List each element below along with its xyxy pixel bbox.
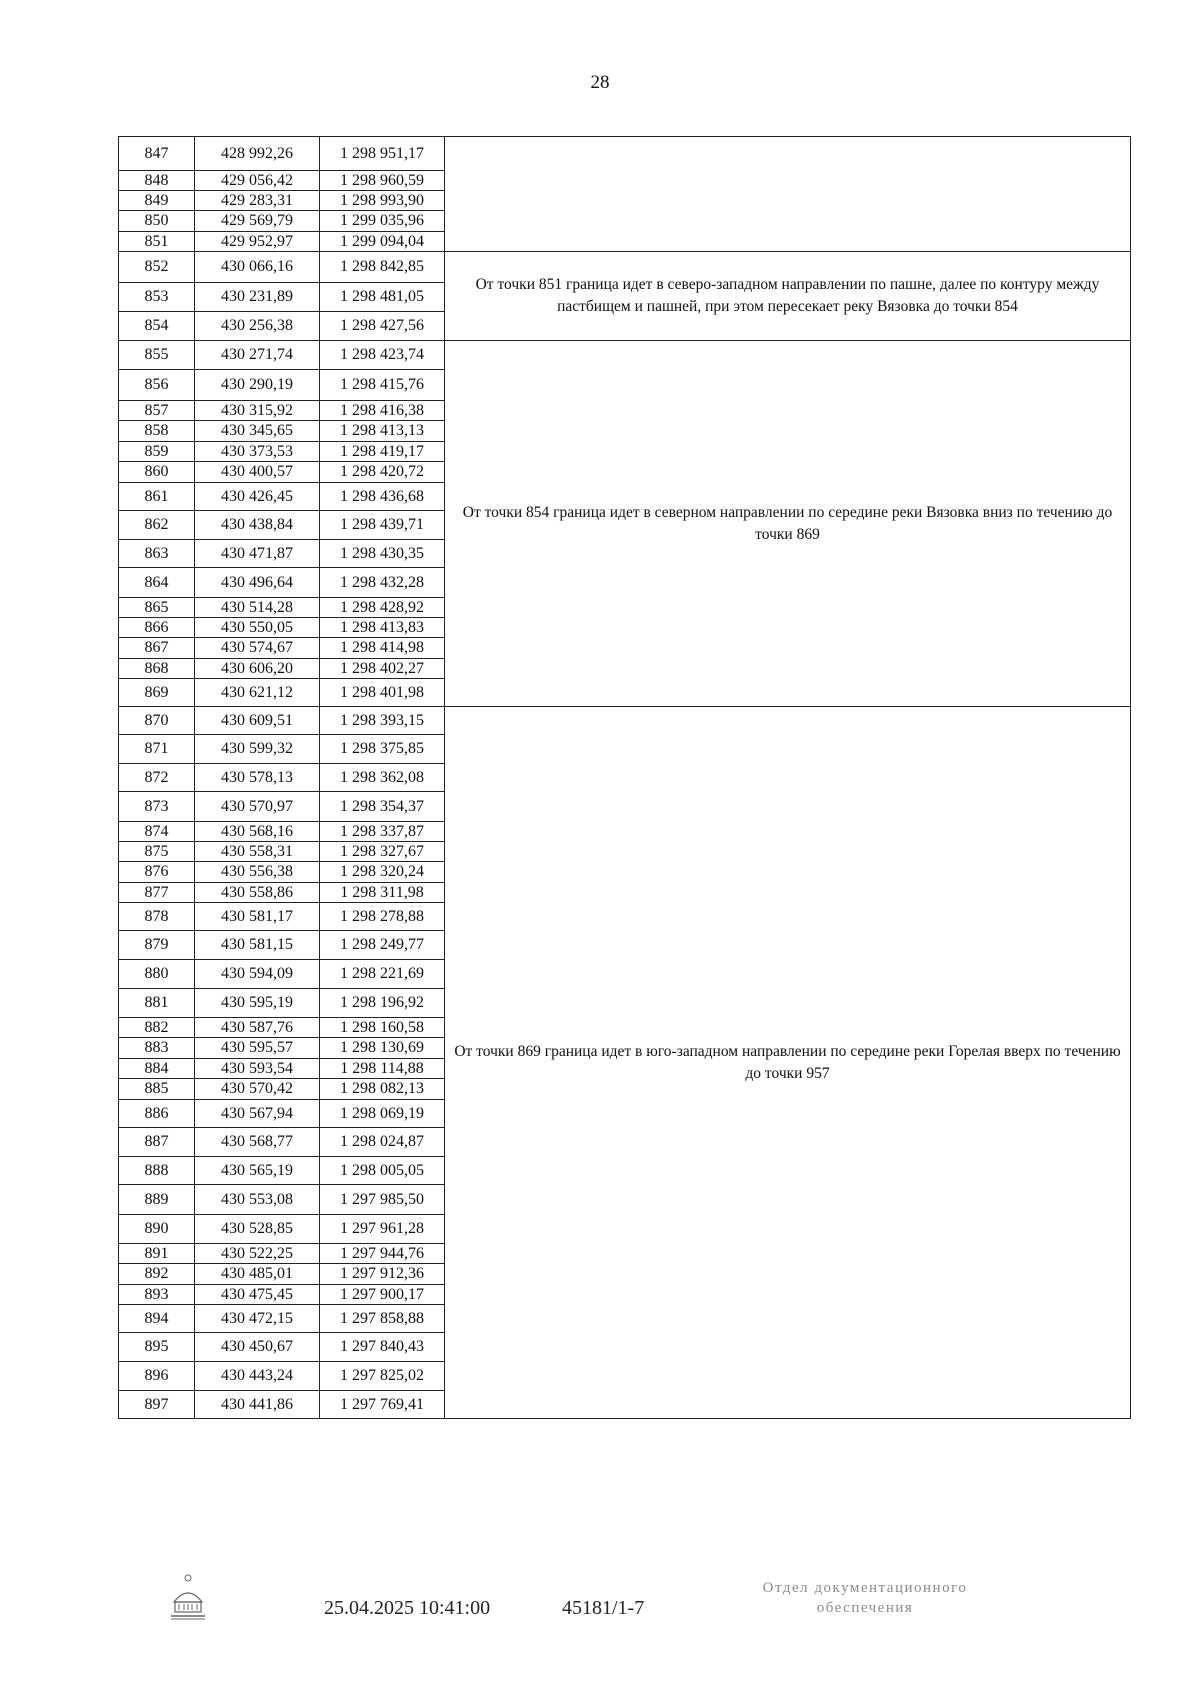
page-number: 28 (590, 72, 610, 93)
x-coordinate-cell: 430 438,84 (195, 511, 320, 540)
x-coordinate-cell: 430 066,16 (195, 252, 320, 283)
table-row (119, 137, 1131, 171)
x-coordinate-cell: 430 373,53 (195, 442, 320, 462)
emblem-logo (166, 1572, 210, 1622)
point-number-cell: 888 (119, 1157, 195, 1185)
point-number-cell: 890 (119, 1215, 195, 1244)
point-number-cell: 848 (119, 171, 195, 191)
x-coordinate-cell: 430 558,86 (195, 883, 320, 903)
y-coordinate-cell: 1 297 985,50 (320, 1185, 445, 1215)
point-number-cell: 870 (119, 707, 195, 735)
x-coordinate-cell: 430 443,24 (195, 1362, 320, 1391)
point-number-cell: 866 (119, 618, 195, 638)
point-number-cell: 877 (119, 883, 195, 903)
x-coordinate-cell: 430 472,15 (195, 1305, 320, 1333)
x-coordinate-cell: 430 567,94 (195, 1100, 320, 1128)
coordinates-table (118, 136, 1131, 1419)
y-coordinate-cell: 1 298 432,28 (320, 568, 445, 598)
x-coordinate-cell: 430 565,19 (195, 1157, 320, 1185)
y-coordinate-cell: 1 298 413,13 (320, 421, 445, 442)
y-coordinate-cell: 1 298 362,08 (320, 764, 445, 792)
y-coordinate-cell: 1 297 912,36 (320, 1264, 445, 1285)
point-number-cell: 875 (119, 842, 195, 862)
point-number-cell: 886 (119, 1100, 195, 1128)
y-coordinate-cell: 1 298 337,87 (320, 822, 445, 842)
point-number-cell: 853 (119, 283, 195, 312)
point-number-cell: 868 (119, 659, 195, 679)
point-number-cell: 861 (119, 483, 195, 511)
y-coordinate-cell: 1 298 311,98 (320, 883, 445, 903)
x-coordinate-cell: 428 992,26 (195, 137, 320, 171)
point-number-cell: 889 (119, 1185, 195, 1215)
y-coordinate-cell: 1 298 842,85 (320, 252, 445, 283)
x-coordinate-cell: 430 400,57 (195, 462, 320, 483)
point-number-cell: 852 (119, 252, 195, 283)
point-number-cell: 855 (119, 341, 195, 370)
x-coordinate-cell: 430 568,77 (195, 1128, 320, 1157)
y-coordinate-cell: 1 298 082,13 (320, 1079, 445, 1100)
point-number-cell: 885 (119, 1079, 195, 1100)
department-stamp (700, 1578, 1030, 1618)
y-coordinate-cell: 1 298 430,35 (320, 540, 445, 568)
y-coordinate-cell: 1 297 825,02 (320, 1362, 445, 1391)
x-coordinate-cell: 430 568,16 (195, 822, 320, 842)
y-coordinate-cell: 1 298 249,77 (320, 931, 445, 960)
y-coordinate-cell: 1 298 427,56 (320, 312, 445, 341)
y-coordinate-cell: 1 297 961,28 (320, 1215, 445, 1244)
point-number-cell: 887 (119, 1128, 195, 1157)
point-number-cell: 873 (119, 792, 195, 822)
x-coordinate-cell: 430 290,19 (195, 370, 320, 401)
x-coordinate-cell: 430 345,65 (195, 421, 320, 442)
point-number-cell: 858 (119, 421, 195, 442)
x-coordinate-cell: 430 594,09 (195, 960, 320, 989)
x-coordinate-cell: 430 581,17 (195, 903, 320, 931)
y-coordinate-cell: 1 299 035,96 (320, 211, 445, 232)
point-number-cell: 847 (119, 137, 195, 171)
point-number-cell: 884 (119, 1059, 195, 1079)
point-number-cell: 850 (119, 211, 195, 232)
y-coordinate-cell: 1 298 420,72 (320, 462, 445, 483)
point-number-cell: 869 (119, 679, 195, 707)
point-number-cell: 854 (119, 312, 195, 341)
x-coordinate-cell: 430 256,38 (195, 312, 320, 341)
point-number-cell: 893 (119, 1285, 195, 1305)
y-coordinate-cell: 1 297 944,76 (320, 1244, 445, 1264)
x-coordinate-cell: 430 574,67 (195, 638, 320, 659)
y-coordinate-cell: 1 298 114,88 (320, 1059, 445, 1079)
y-coordinate-cell: 1 298 354,37 (320, 792, 445, 822)
y-coordinate-cell: 1 298 327,67 (320, 842, 445, 862)
point-number-cell: 897 (119, 1391, 195, 1419)
y-coordinate-cell: 1 298 416,38 (320, 401, 445, 421)
y-coordinate-cell: 1 298 401,98 (320, 679, 445, 707)
point-number-cell: 894 (119, 1305, 195, 1333)
point-number-cell: 864 (119, 568, 195, 598)
x-coordinate-cell: 430 609,51 (195, 707, 320, 735)
y-coordinate-cell: 1 298 423,74 (320, 341, 445, 370)
y-coordinate-cell: 1 298 428,92 (320, 598, 445, 618)
stamp-line-2: обеспечения (816, 1600, 914, 1616)
x-coordinate-cell: 429 283,31 (195, 191, 320, 211)
y-coordinate-cell: 1 298 413,83 (320, 618, 445, 638)
point-number-cell: 876 (119, 862, 195, 883)
x-coordinate-cell: 430 593,54 (195, 1059, 320, 1079)
y-coordinate-cell: 1 298 375,85 (320, 735, 445, 764)
point-number-cell: 882 (119, 1018, 195, 1038)
x-coordinate-cell: 430 553,08 (195, 1185, 320, 1215)
x-coordinate-cell: 430 606,20 (195, 659, 320, 679)
x-coordinate-cell: 430 550,05 (195, 618, 320, 638)
y-coordinate-cell: 1 298 439,71 (320, 511, 445, 540)
point-number-cell: 883 (119, 1038, 195, 1059)
point-number-cell: 859 (119, 442, 195, 462)
y-coordinate-cell: 1 298 320,24 (320, 862, 445, 883)
y-coordinate-cell: 1 297 769,41 (320, 1391, 445, 1419)
y-coordinate-cell: 1 298 393,15 (320, 707, 445, 735)
footer-datetime: 25.04.2025 10:41:00 (324, 1597, 491, 1619)
x-coordinate-cell: 429 056,42 (195, 171, 320, 191)
x-coordinate-cell: 430 271,74 (195, 341, 320, 370)
y-coordinate-cell: 1 297 900,17 (320, 1285, 445, 1305)
point-number-cell: 896 (119, 1362, 195, 1391)
x-coordinate-cell: 430 599,32 (195, 735, 320, 764)
y-coordinate-cell: 1 298 960,59 (320, 171, 445, 191)
x-coordinate-cell: 430 522,25 (195, 1244, 320, 1264)
point-number-cell: 857 (119, 401, 195, 421)
y-coordinate-cell: 1 299 094,04 (320, 232, 445, 252)
y-coordinate-cell: 1 298 951,17 (320, 137, 445, 171)
x-coordinate-cell: 430 315,92 (195, 401, 320, 421)
point-number-cell: 878 (119, 903, 195, 931)
x-coordinate-cell: 430 595,19 (195, 989, 320, 1018)
point-number-cell: 871 (119, 735, 195, 764)
x-coordinate-cell: 430 570,97 (195, 792, 320, 822)
table-row (119, 707, 1131, 735)
y-coordinate-cell: 1 298 415,76 (320, 370, 445, 401)
x-coordinate-cell: 430 475,45 (195, 1285, 320, 1305)
x-coordinate-cell: 430 471,87 (195, 540, 320, 568)
point-number-cell: 874 (119, 822, 195, 842)
x-coordinate-cell: 430 514,28 (195, 598, 320, 618)
stamp-line-1: Отдел документационного (762, 1580, 968, 1596)
point-number-cell: 895 (119, 1333, 195, 1362)
y-coordinate-cell: 1 298 160,58 (320, 1018, 445, 1038)
table-row (119, 341, 1131, 370)
point-number-cell: 872 (119, 764, 195, 792)
y-coordinate-cell: 1 298 130,69 (320, 1038, 445, 1059)
y-coordinate-cell: 1 298 481,05 (320, 283, 445, 312)
x-coordinate-cell: 430 485,01 (195, 1264, 320, 1285)
y-coordinate-cell: 1 298 024,87 (320, 1128, 445, 1157)
footer-doc-number: 45181/1-7 (562, 1597, 645, 1619)
x-coordinate-cell: 430 528,85 (195, 1215, 320, 1244)
y-coordinate-cell: 1 297 858,88 (320, 1305, 445, 1333)
y-coordinate-cell: 1 298 419,17 (320, 442, 445, 462)
table-row (119, 252, 1131, 283)
x-coordinate-cell: 430 556,38 (195, 862, 320, 883)
y-coordinate-cell: 1 297 840,43 (320, 1333, 445, 1362)
boundary-description-cell: От точки 851 граница идет в северо-западном направлении по пашне, далее по контуру между пастбищем и пашней, при этом пересекает реку Вязовка до точки 854 (445, 252, 1131, 341)
x-coordinate-cell: 430 450,67 (195, 1333, 320, 1362)
point-number-cell: 863 (119, 540, 195, 568)
y-coordinate-cell: 1 298 402,27 (320, 659, 445, 679)
y-coordinate-cell: 1 298 005,05 (320, 1157, 445, 1185)
y-coordinate-cell: 1 298 414,98 (320, 638, 445, 659)
boundary-description-cell: От точки 869 граница идет в юго-западном направлении по середине реки Горелая вверх по течению до точки 957 (445, 707, 1131, 1419)
y-coordinate-cell: 1 298 069,19 (320, 1100, 445, 1128)
x-coordinate-cell: 430 581,15 (195, 931, 320, 960)
x-coordinate-cell: 430 558,31 (195, 842, 320, 862)
x-coordinate-cell: 430 578,13 (195, 764, 320, 792)
y-coordinate-cell: 1 298 436,68 (320, 483, 445, 511)
point-number-cell: 860 (119, 462, 195, 483)
point-number-cell: 865 (119, 598, 195, 618)
point-number-cell: 892 (119, 1264, 195, 1285)
point-number-cell: 867 (119, 638, 195, 659)
x-coordinate-cell: 430 595,57 (195, 1038, 320, 1059)
y-coordinate-cell: 1 298 196,92 (320, 989, 445, 1018)
point-number-cell: 862 (119, 511, 195, 540)
y-coordinate-cell: 1 298 993,90 (320, 191, 445, 211)
point-number-cell: 856 (119, 370, 195, 401)
x-coordinate-cell: 430 621,12 (195, 679, 320, 707)
point-number-cell: 849 (119, 191, 195, 211)
x-coordinate-cell: 430 587,76 (195, 1018, 320, 1038)
point-number-cell: 879 (119, 931, 195, 960)
x-coordinate-cell: 430 496,64 (195, 568, 320, 598)
y-coordinate-cell: 1 298 221,69 (320, 960, 445, 989)
x-coordinate-cell: 430 231,89 (195, 283, 320, 312)
x-coordinate-cell: 429 952,97 (195, 232, 320, 252)
boundary-description-cell (445, 137, 1131, 252)
x-coordinate-cell: 430 426,45 (195, 483, 320, 511)
x-coordinate-cell: 430 570,42 (195, 1079, 320, 1100)
y-coordinate-cell: 1 298 278,88 (320, 903, 445, 931)
x-coordinate-cell: 430 441,86 (195, 1391, 320, 1419)
point-number-cell: 851 (119, 232, 195, 252)
point-number-cell: 891 (119, 1244, 195, 1264)
x-coordinate-cell: 429 569,79 (195, 211, 320, 232)
point-number-cell: 880 (119, 960, 195, 989)
boundary-description-cell: От точки 854 граница идет в северном направлении по середине реки Вязовка вниз по течению до точки 869 (445, 341, 1131, 707)
point-number-cell: 881 (119, 989, 195, 1018)
